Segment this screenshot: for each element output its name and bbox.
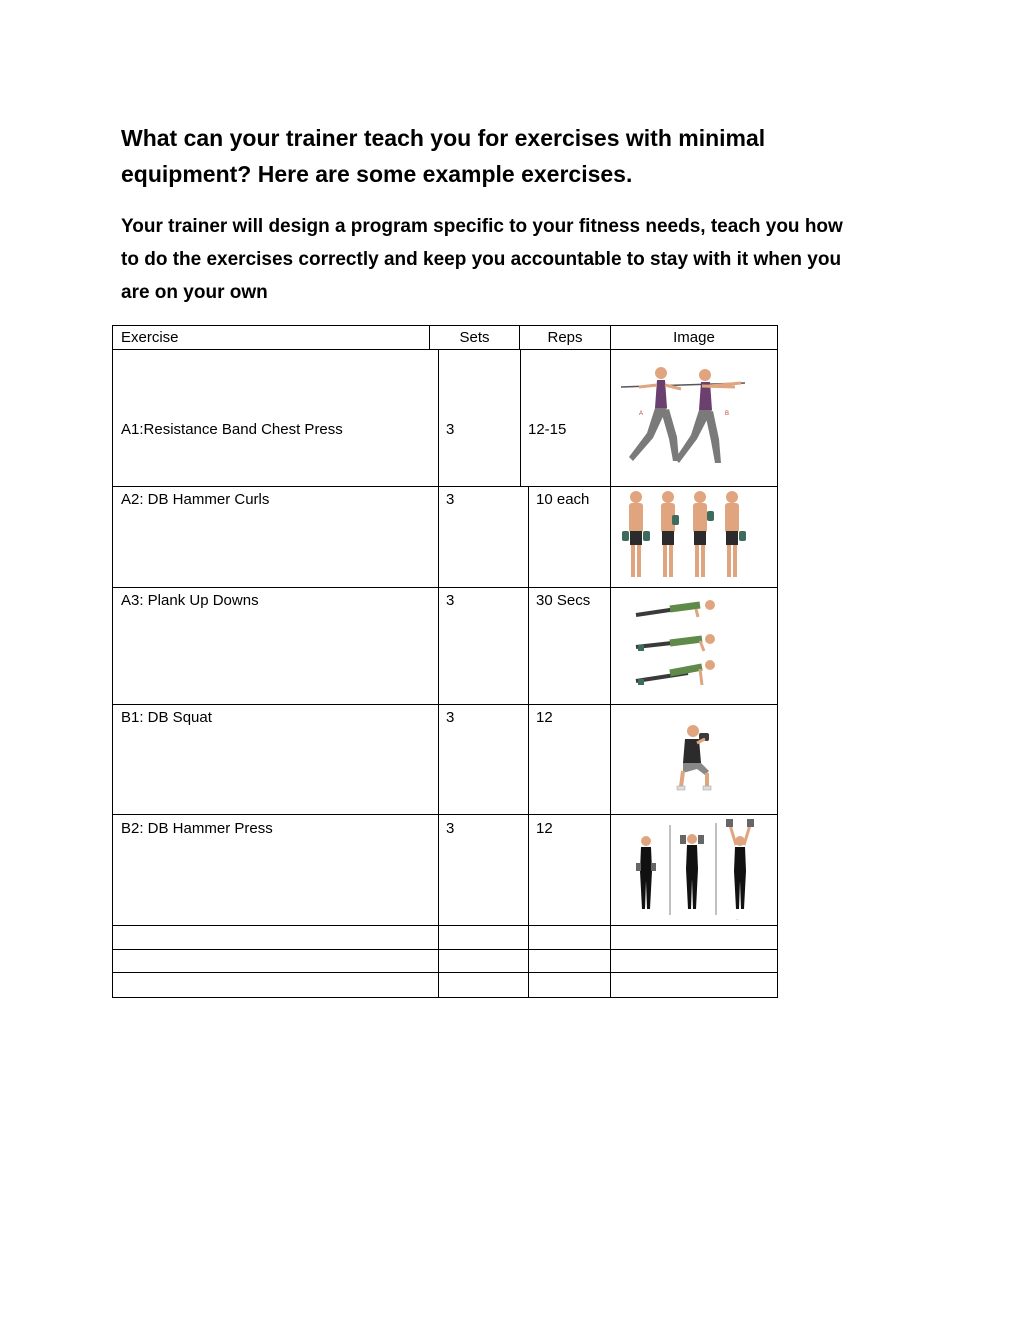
table-border	[112, 704, 778, 705]
row-a3-reps: 30 Secs	[536, 592, 591, 609]
exercise-table	[112, 325, 778, 998]
header-exercise: Exercise	[121, 329, 179, 346]
table-border	[610, 486, 611, 998]
table-border	[112, 325, 113, 998]
table-border	[438, 349, 439, 487]
table-border	[112, 997, 778, 998]
table-border	[112, 925, 778, 926]
subheading-line-2: to do the exercises correctly and keep you accountable to stay with it when you	[121, 249, 842, 270]
row-b2-reps: 12	[536, 820, 553, 837]
heading-line-2: equipment? Here are some example exercises.	[121, 161, 633, 187]
table-border	[610, 349, 611, 487]
svg-text:B: B	[725, 411, 730, 417]
plank-up-downs-photo	[630, 595, 722, 695]
table-border	[112, 349, 778, 350]
table-border	[777, 325, 778, 998]
row-a2-sets: 3	[446, 491, 455, 508]
table-border	[112, 972, 778, 973]
table-border	[112, 814, 778, 815]
page-subheading	[121, 210, 921, 309]
table-border	[112, 486, 778, 487]
header-sets: Sets	[459, 329, 490, 346]
row-a2-reps: 10 each	[536, 491, 590, 508]
row-b2-sets: 3	[446, 820, 455, 837]
row-a2-exercise: A2: DB Hammer Curls	[121, 491, 270, 508]
subheading-line-1: Your trainer will design a program specific to your fitness needs, teach you how	[121, 216, 843, 237]
row-b2-exercise: B2: DB Hammer Press	[121, 820, 273, 837]
db-squat-photo	[669, 723, 719, 793]
hammer-curls-photo	[622, 489, 752, 583]
table-border	[112, 587, 778, 588]
table-border	[528, 486, 529, 998]
row-a1-sets: 3	[446, 421, 455, 438]
table-border	[112, 949, 778, 950]
resistance-band-chest-press-photo	[617, 353, 749, 473]
svg-text:A: A	[639, 411, 644, 417]
header-reps: Reps	[547, 329, 583, 346]
row-b1-exercise: B1: DB Squat	[121, 709, 212, 726]
table-border	[112, 325, 778, 326]
db-hammer-press-photo	[626, 819, 766, 923]
row-b1-sets: 3	[446, 709, 455, 726]
subheading-line-3: are on your own	[121, 282, 268, 303]
table-border	[520, 349, 521, 487]
row-a1-reps: 12-15	[528, 421, 567, 438]
svg-text:~: ~	[736, 917, 739, 922]
row-a1-exercise: A1:Resistance Band Chest Press	[121, 421, 343, 438]
header-image: Image	[673, 329, 715, 346]
table-border	[438, 486, 439, 998]
row-a3-sets: 3	[446, 592, 455, 609]
page-heading	[121, 120, 881, 192]
row-a3-exercise: A3: Plank Up Downs	[121, 592, 259, 609]
heading-line-1: What can your trainer teach you for exercises with minimal	[121, 125, 766, 151]
row-b1-reps: 12	[536, 709, 553, 726]
